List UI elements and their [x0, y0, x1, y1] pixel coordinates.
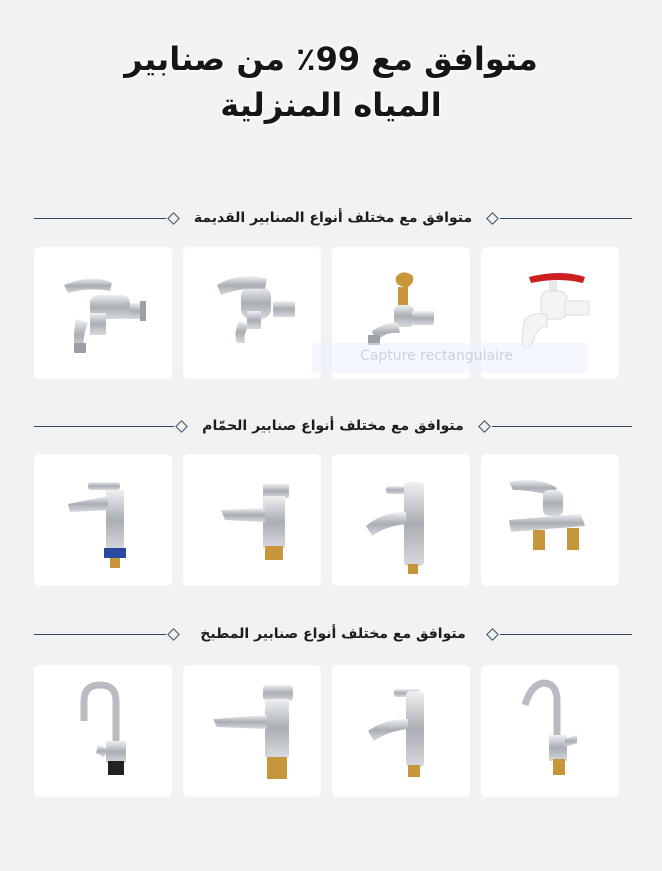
product-card	[34, 665, 172, 797]
title-line-2: المياه المنزلية	[220, 86, 442, 124]
product-card	[332, 454, 470, 586]
product-card	[183, 454, 321, 586]
basin-faucet-icon	[34, 454, 172, 586]
title-line-1: متوافق مع 99٪ من صنابير	[124, 40, 538, 78]
page-title	[0, 36, 662, 128]
tall-faucet-icon	[332, 454, 470, 586]
section-header-bathroom-taps	[34, 416, 632, 436]
section-header-old-taps	[34, 208, 632, 228]
divider-line	[500, 634, 632, 635]
section-label: متوافق مع مختلف أنواع الصنابير القديمة	[193, 210, 473, 226]
divider-line	[34, 426, 174, 427]
gooseneck-faucet-icon	[34, 665, 172, 797]
watermark-text: Capture rectangulaire	[360, 348, 513, 364]
lever-tap-icon	[183, 247, 321, 379]
gooseneck-faucet-icon	[481, 665, 619, 797]
product-card	[481, 454, 619, 586]
basin-faucet-icon	[183, 454, 321, 586]
tall-faucet-icon	[332, 665, 470, 797]
section-label: متوافق مع مختلف أنواع صنابير الحمّام	[202, 418, 464, 434]
divider-diamond-icon	[486, 628, 499, 641]
divider-diamond-icon	[175, 420, 188, 433]
lever-tap-icon	[34, 247, 172, 379]
divider-line	[492, 426, 632, 427]
product-card	[183, 247, 321, 379]
capture-watermark	[312, 343, 588, 373]
section-header-kitchen-taps	[34, 624, 632, 644]
product-card	[34, 247, 172, 379]
divider-diamond-icon	[167, 628, 180, 641]
divider-line	[34, 218, 166, 219]
product-card	[34, 454, 172, 586]
divider-diamond-icon	[486, 212, 499, 225]
divider-diamond-icon	[167, 212, 180, 225]
divider-line	[34, 634, 166, 635]
product-card	[332, 665, 470, 797]
divider-diamond-icon	[478, 420, 491, 433]
double-faucet-icon	[481, 454, 619, 586]
bathroom-taps-row	[34, 454, 620, 586]
section-label: متوافق مع مختلف أنواع صنابير المطبخ	[200, 626, 466, 642]
kitchen-taps-row	[34, 665, 620, 797]
divider-line	[500, 218, 632, 219]
product-card	[481, 665, 619, 797]
basin-faucet-icon	[183, 665, 321, 797]
product-card	[183, 665, 321, 797]
